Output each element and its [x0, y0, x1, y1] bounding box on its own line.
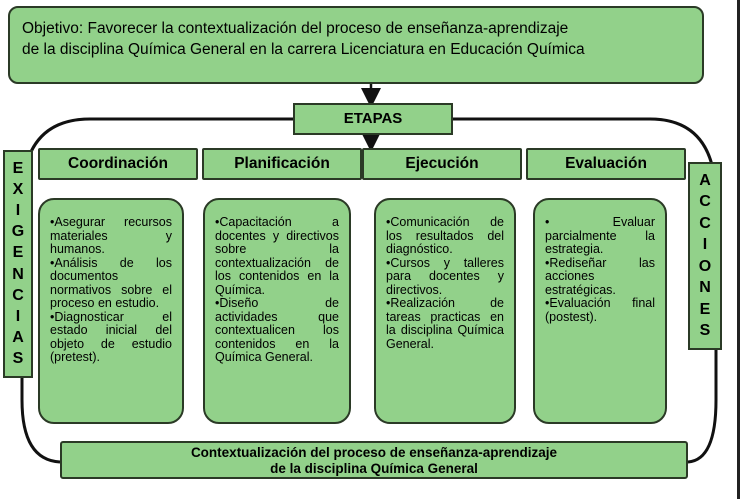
- side-letter: I: [15, 307, 21, 325]
- card-planificacion: [203, 198, 351, 424]
- side-letter: C: [12, 286, 24, 304]
- side-letter: E: [12, 244, 24, 262]
- result-box: [60, 441, 688, 479]
- side-letter: E: [699, 300, 711, 318]
- etapas-box: ETAPAS: [293, 103, 453, 135]
- side-letter: S: [12, 349, 24, 367]
- result-line-2: de la disciplina Química General: [270, 461, 478, 476]
- side-letter: G: [11, 223, 25, 241]
- side-letter: A: [12, 328, 24, 346]
- card-evaluacion: [533, 198, 667, 424]
- side-letter: N: [699, 279, 711, 297]
- side-letter: E: [12, 160, 24, 177]
- side-letter: S: [699, 321, 711, 339]
- stage-ejecucion: Ejecución: [362, 148, 522, 180]
- result-line-1: Contextualización del proceso de enseñanza-aprendizaje: [190, 445, 558, 460]
- card-item: •Capacitación a docentes y directivos sobre la contextualización de los contenidos en la Química.: [215, 215, 339, 297]
- stage-planificacion: Planificación: [202, 148, 362, 180]
- stage-coordinacion: Coordinación: [38, 148, 198, 180]
- side-letter: I: [15, 202, 21, 220]
- objective-line-2: de la disciplina Química General en la carrera Licenciatura en Educación Química: [22, 41, 585, 58]
- card-item: •Realización de tareas practicas en la disciplina Química General.: [386, 296, 504, 351]
- side-exigencias: [3, 150, 33, 378]
- objective-box: [8, 6, 704, 84]
- side-letter: C: [699, 214, 711, 232]
- card-item: •Evaluación final (postest).: [545, 296, 655, 324]
- card-item: •Diseño de actividades que contextualicen los contenidos en la Química General.: [215, 296, 339, 364]
- card-item: • Evaluar parcialmente la estrategia.: [545, 215, 655, 256]
- side-letter: C: [699, 193, 711, 211]
- card-item: •Cursos y talleres para docentes y directivos.: [386, 255, 504, 297]
- page-edge-line: [737, 0, 740, 499]
- card-coordinacion: [38, 198, 184, 424]
- side-letter: N: [12, 265, 24, 283]
- card-item: •Asegurar recursos materiales y humanos.: [50, 215, 172, 256]
- card-ejecucion: [374, 198, 516, 424]
- side-letter: A: [699, 172, 711, 189]
- side-letter: I: [702, 236, 708, 254]
- side-letter: O: [698, 257, 712, 275]
- card-item: •Comunicación de los resultados del diagnóstico.: [386, 215, 504, 256]
- side-letter: X: [12, 181, 24, 199]
- card-item: •Análisis de los documentos normativos sobre el proceso en estudio.: [50, 255, 172, 310]
- card-item: •Diagnosticar el estado inicial del objeto de estudio (pretest).: [50, 309, 172, 364]
- side-acciones: [688, 162, 722, 350]
- stage-evaluacion: Evaluación: [526, 148, 686, 180]
- card-item: •Rediseñar las acciones estratégicas.: [545, 255, 655, 297]
- objective-line-1: Objetivo: Favorecer la contextualización del proceso de enseñanza-aprendizaje: [22, 20, 569, 37]
